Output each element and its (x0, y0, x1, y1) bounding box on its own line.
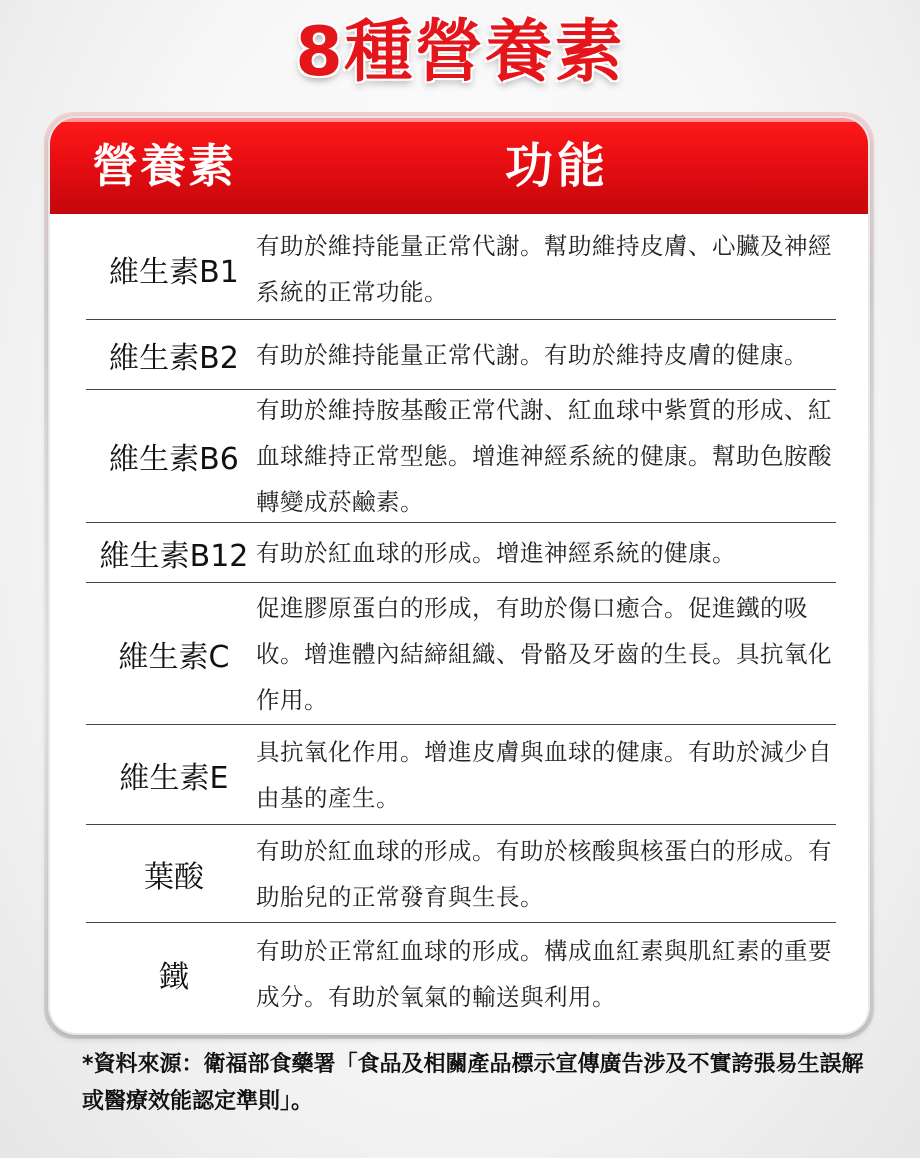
nutrient-name: 維生素B6 (109, 442, 239, 477)
nutrient-function: 有助於維持能量正常代謝。有助於維持皮膚的健康。 (256, 340, 808, 369)
source-footnote: *資料來源：衛福部食藥署「食品及相關產品標示宣傳廣告涉及不實誇張易生誤解或醫療效能認定準則」。 (82, 1052, 864, 1114)
table-row (86, 523, 836, 583)
nutrient-function: 有助於正常紅血球的形成。構成血紅素與肌紅素的重要成分。有助於氧氣的輸送與利用。 (256, 937, 832, 1011)
nutrient-name: 維生素B12 (99, 538, 249, 574)
nutrient-function: 促進膠原蛋白的形成，有助於傷口癒合。促進鐵的吸收。增進體內結締組織、骨骼及牙齒的生長。具抗氧化作用。 (256, 593, 832, 714)
nutrient-function: 具抗氧化作用。增進皮膚與血球的健康。有助於減少自由基的產生。 (256, 737, 832, 812)
table-row (86, 218, 836, 320)
table-row (86, 390, 836, 523)
nutrient-function: 有助於維持能量正常代謝。幫助維持皮膚、心臟及神經系統的正常功能。 (256, 231, 832, 306)
header-nutrient: 營養素 (92, 139, 236, 193)
nutrient-name: 維生素C (118, 639, 230, 675)
nutrient-table (50, 118, 868, 1033)
table-row (86, 320, 836, 390)
table-row (86, 583, 836, 725)
table-row (86, 825, 836, 923)
nutrient-name: 維生素E (119, 760, 229, 796)
header-function: 功能 (505, 138, 610, 194)
nutrient-function: 有助於紅血球的形成。增進神經系統的健康。 (256, 538, 736, 567)
nutrient-name: 葉酸 (144, 859, 204, 895)
table-body (50, 218, 868, 1025)
nutrient-name: 鐵 (159, 960, 189, 995)
nutrient-name: 維生素B1 (109, 254, 239, 290)
table-row (86, 923, 836, 1025)
nutrient-function: 有助於維持胺基酸正常代謝、紅血球中紫質的形成、紅血球維持正常型態。增進神經系統的健康。幫助色胺酸轉變成菸鹼素。 (256, 396, 832, 516)
table-row (86, 725, 836, 825)
nutrient-name: 維生素B2 (109, 340, 239, 376)
page-title: 8種營養素 (295, 13, 625, 92)
table-header (50, 118, 868, 218)
nutrient-function: 有助於紅血球的形成。有助於核酸與核蛋白的形成。有助胎兒的正常發育與生長。 (256, 836, 832, 911)
